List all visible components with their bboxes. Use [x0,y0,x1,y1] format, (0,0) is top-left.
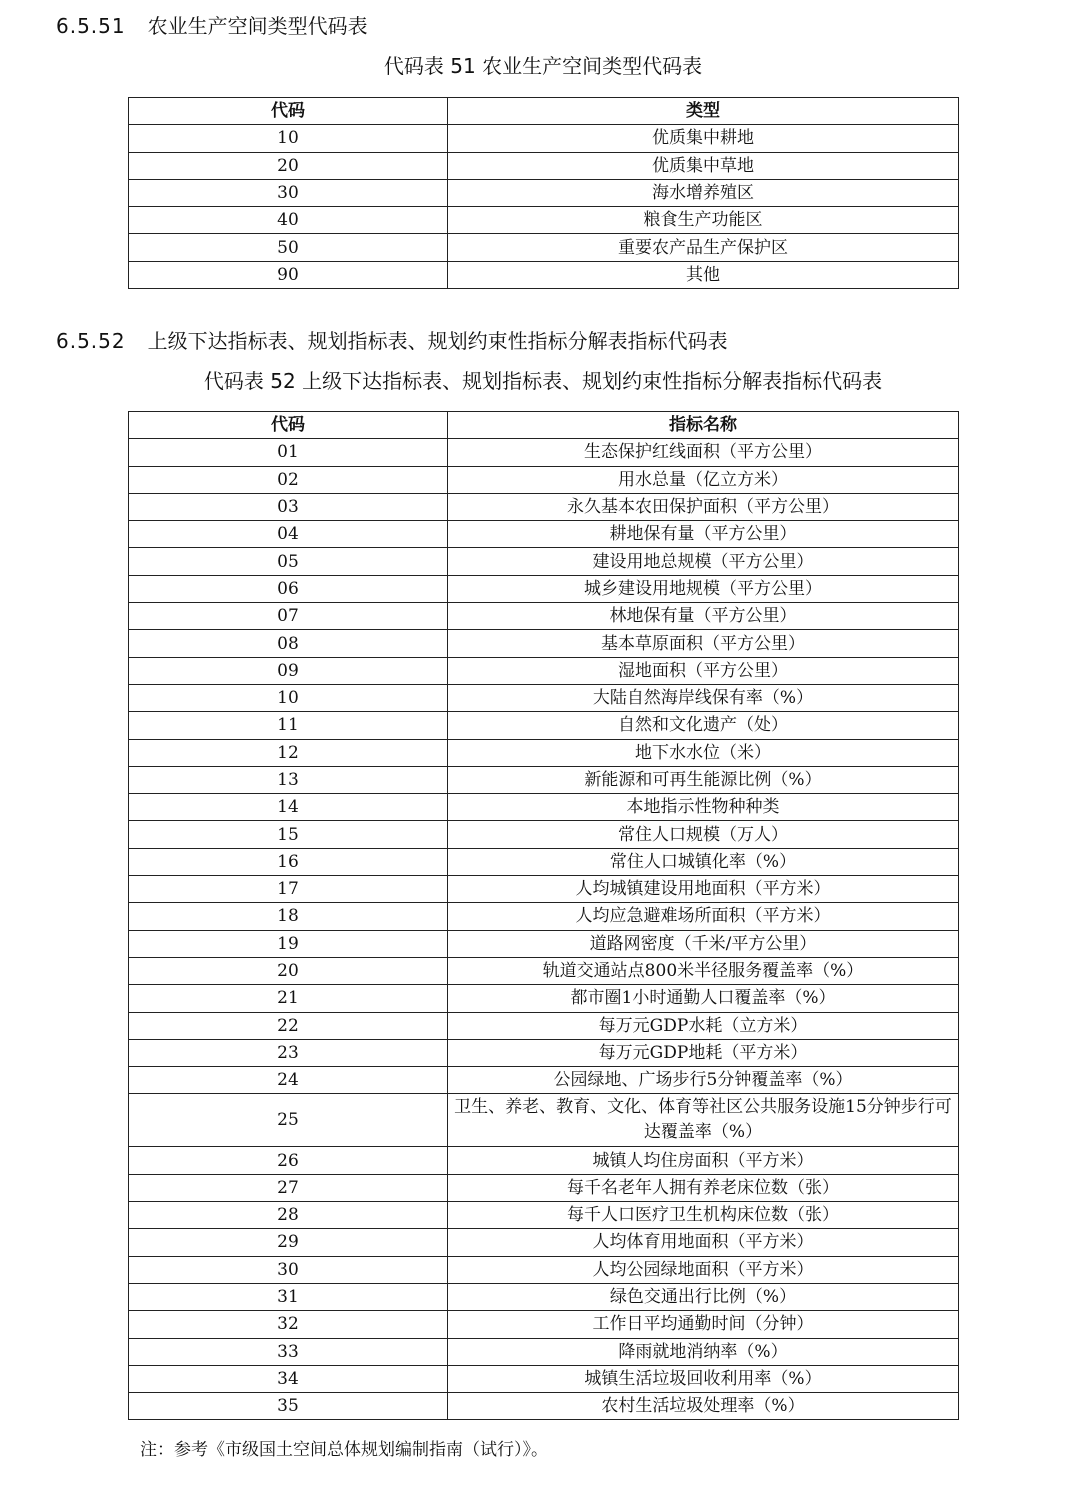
table-52-code-cell: 16 [129,848,448,875]
table-52-row [129,1067,959,1094]
table-52-row [129,439,959,466]
table-52-name-cell: 林地保有量（平方公里） [448,603,959,630]
table-52-code-cell: 19 [129,930,448,957]
table-52-name-cell: 建设用地总规模（平方公里） [448,548,959,575]
table-52-code-cell: 26 [129,1147,448,1174]
table-52-name-cell: 降雨就地消纳率（%） [448,1338,959,1365]
table-52-code-cell: 02 [129,466,448,493]
table-52-row [129,794,959,821]
table-51-row [129,234,959,261]
table-52-name-cell: 卫生、养老、教育、文化、体育等社区公共服务设施15分钟步行可达覆盖率（%） [448,1094,959,1147]
table-51-code-cell: 50 [129,234,448,261]
table-52-code-cell: 06 [129,575,448,602]
table-52-row [129,903,959,930]
table-52-name-cell: 自然和文化遗产（处） [448,712,959,739]
section-52-number: 6.5.52 [56,329,126,353]
table-52-name-cell: 绿色交通出行比例（%） [448,1283,959,1310]
section-52-title: 上级下达指标表、规划指标表、规划约束性指标分解表指标代码表 [147,329,728,353]
table-52-caption: 代码表 52 上级下达指标表、规划指标表、规划约束性指标分解表指标代码表 [203,369,883,393]
table-51-row [129,261,959,288]
table-52-name-cell: 地下水水位（米） [448,739,959,766]
table-51-code-cell: 90 [129,261,448,288]
table-52-code-cell: 12 [129,739,448,766]
table-52-name-cell: 本地指示性物种种类 [448,794,959,821]
table-52-code-cell: 08 [129,630,448,657]
table-52-row [129,521,959,548]
table-52-name-cell: 人均城镇建设用地面积（平方米） [448,876,959,903]
table-52-row [129,630,959,657]
table-52-code-cell: 34 [129,1365,448,1392]
table-51-name-cell: 重要农产品生产保护区 [448,234,959,261]
table-52-code-cell: 24 [129,1067,448,1094]
table-52-name-cell: 常住人口规模（万人） [448,821,959,848]
table-52-code-cell: 17 [129,876,448,903]
table-52-row [129,985,959,1012]
table-51-code-cell: 40 [129,207,448,234]
table-52-name-cell: 基本草原面积（平方公里） [448,630,959,657]
table-52-code-cell: 25 [129,1094,448,1147]
table-52-row [129,1229,959,1256]
table-52-row [129,657,959,684]
table-51-code-cell: 20 [129,152,448,179]
table-52-row [129,548,959,575]
table-51-row [129,207,959,234]
table-52-code-cell: 32 [129,1311,448,1338]
table-52-row [129,712,959,739]
table-51-header-type: 类型 [448,98,959,125]
table-52-row [129,848,959,875]
table-52-code-cell: 09 [129,657,448,684]
table-52-name-cell: 都市圈1小时通勤人口覆盖率（%） [448,985,959,1012]
table-52-name-cell: 城镇生活垃圾回收利用率（%） [448,1365,959,1392]
table-52-row [129,603,959,630]
table-52-name-cell: 人均体育用地面积（平方米） [448,1229,959,1256]
table-51-caption: 代码表 51 农业生产空间类型代码表 [383,54,703,78]
table-52-body [129,439,959,1420]
table-51-header-code: 代码 [129,98,448,125]
table-52-row [129,957,959,984]
table-51-body [129,125,959,289]
table-51-header-row [129,98,959,125]
table-52-code-cell: 28 [129,1202,448,1229]
table-52-name-cell: 公园绿地、广场步行5分钟覆盖率（%） [448,1067,959,1094]
table-52-row [129,1283,959,1310]
table-52-row [129,466,959,493]
table-52-code-cell: 22 [129,1012,448,1039]
table-52-code-cell: 29 [129,1229,448,1256]
table-52-code-cell: 11 [129,712,448,739]
table-52-name-cell: 生态保护红线面积（平方公里） [448,439,959,466]
table-52-code-cell: 18 [129,903,448,930]
table-52 [128,411,959,1420]
table-52-name-cell: 每万元GDP地耗（平方米） [448,1039,959,1066]
table-52-code-cell: 30 [129,1256,448,1283]
table-51-name-cell: 海水增养殖区 [448,179,959,206]
table-52-name-cell: 人均应急避难场所面积（平方米） [448,903,959,930]
table-52-code-cell: 33 [129,1338,448,1365]
table-52-code-cell: 05 [129,548,448,575]
table-52-row [129,1393,959,1420]
table-51-name-cell: 粮食生产功能区 [448,207,959,234]
section-51-heading [56,12,368,40]
footnote: 注：参考《市级国土空间总体规划编制指南（试行）》。 [140,1440,548,1460]
table-52-row [129,1338,959,1365]
table-52-code-cell: 04 [129,521,448,548]
table-51-name-cell: 其他 [448,261,959,288]
table-52-row [129,1012,959,1039]
table-52-code-cell: 15 [129,821,448,848]
table-52-name-cell: 常住人口城镇化率（%） [448,848,959,875]
table-52-code-cell: 21 [129,985,448,1012]
table-52-code-cell: 01 [129,439,448,466]
table-52-row [129,575,959,602]
section-52-heading [56,327,728,355]
table-52-code-cell: 13 [129,766,448,793]
table-52-row [129,766,959,793]
table-52-name-cell: 人均公园绿地面积（平方米） [448,1256,959,1283]
table-52-name-cell: 轨道交通站点800米半径服务覆盖率（%） [448,957,959,984]
table-52-code-cell: 07 [129,603,448,630]
table-52-name-cell: 城乡建设用地规模（平方公里） [448,575,959,602]
table-51-row [129,179,959,206]
table-52-code-cell: 10 [129,684,448,711]
table-52-row [129,1256,959,1283]
table-52-name-cell: 永久基本农田保护面积（平方公里） [448,493,959,520]
table-52-name-cell: 大陆自然海岸线保有率（%） [448,684,959,711]
table-52-name-cell: 每千名老年人拥有养老床位数（张） [448,1174,959,1201]
table-51-row [129,152,959,179]
table-52-header-row [129,412,959,439]
table-52-name-cell: 每千人口医疗卫生机构床位数（张） [448,1202,959,1229]
table-51-code-cell: 30 [129,179,448,206]
table-52-name-cell: 每万元GDP水耗（立方米） [448,1012,959,1039]
table-52-name-cell: 用水总量（亿立方米） [448,466,959,493]
table-51-row [129,125,959,152]
table-51-name-cell: 优质集中草地 [448,152,959,179]
table-52-row [129,739,959,766]
table-52-header-code: 代码 [129,412,448,439]
table-52-code-cell: 23 [129,1039,448,1066]
section-51-title: 农业生产空间类型代码表 [147,14,368,38]
table-52-code-cell: 31 [129,1283,448,1310]
table-52-code-cell: 35 [129,1393,448,1420]
section-51-number: 6.5.51 [56,14,126,38]
table-52-name-cell: 新能源和可再生能源比例（%） [448,766,959,793]
table-52-row [129,1174,959,1201]
table-52-name-cell: 农村生活垃圾处理率（%） [448,1393,959,1420]
table-52-name-cell: 道路网密度（千米/平方公里） [448,930,959,957]
table-52-name-cell: 城镇人均住房面积（平方米） [448,1147,959,1174]
table-51-code-cell: 10 [129,125,448,152]
table-52-row [129,930,959,957]
table-52-row [129,1094,959,1147]
table-52-row [129,684,959,711]
table-52-header-indicator: 指标名称 [448,412,959,439]
table-52-row [129,1365,959,1392]
table-52-code-cell: 14 [129,794,448,821]
table-52-code-cell: 20 [129,957,448,984]
table-51-name-cell: 优质集中耕地 [448,125,959,152]
table-52-row [129,1039,959,1066]
table-52-name-cell: 湿地面积（平方公里） [448,657,959,684]
table-52-code-cell: 03 [129,493,448,520]
table-52-row [129,1147,959,1174]
table-51 [128,97,959,289]
table-52-name-cell: 耕地保有量（平方公里） [448,521,959,548]
table-52-row [129,493,959,520]
table-52-name-cell: 工作日平均通勤时间（分钟） [448,1311,959,1338]
table-52-code-cell: 27 [129,1174,448,1201]
table-52-row [129,876,959,903]
table-52-row [129,1311,959,1338]
table-52-row [129,1202,959,1229]
table-52-row [129,821,959,848]
